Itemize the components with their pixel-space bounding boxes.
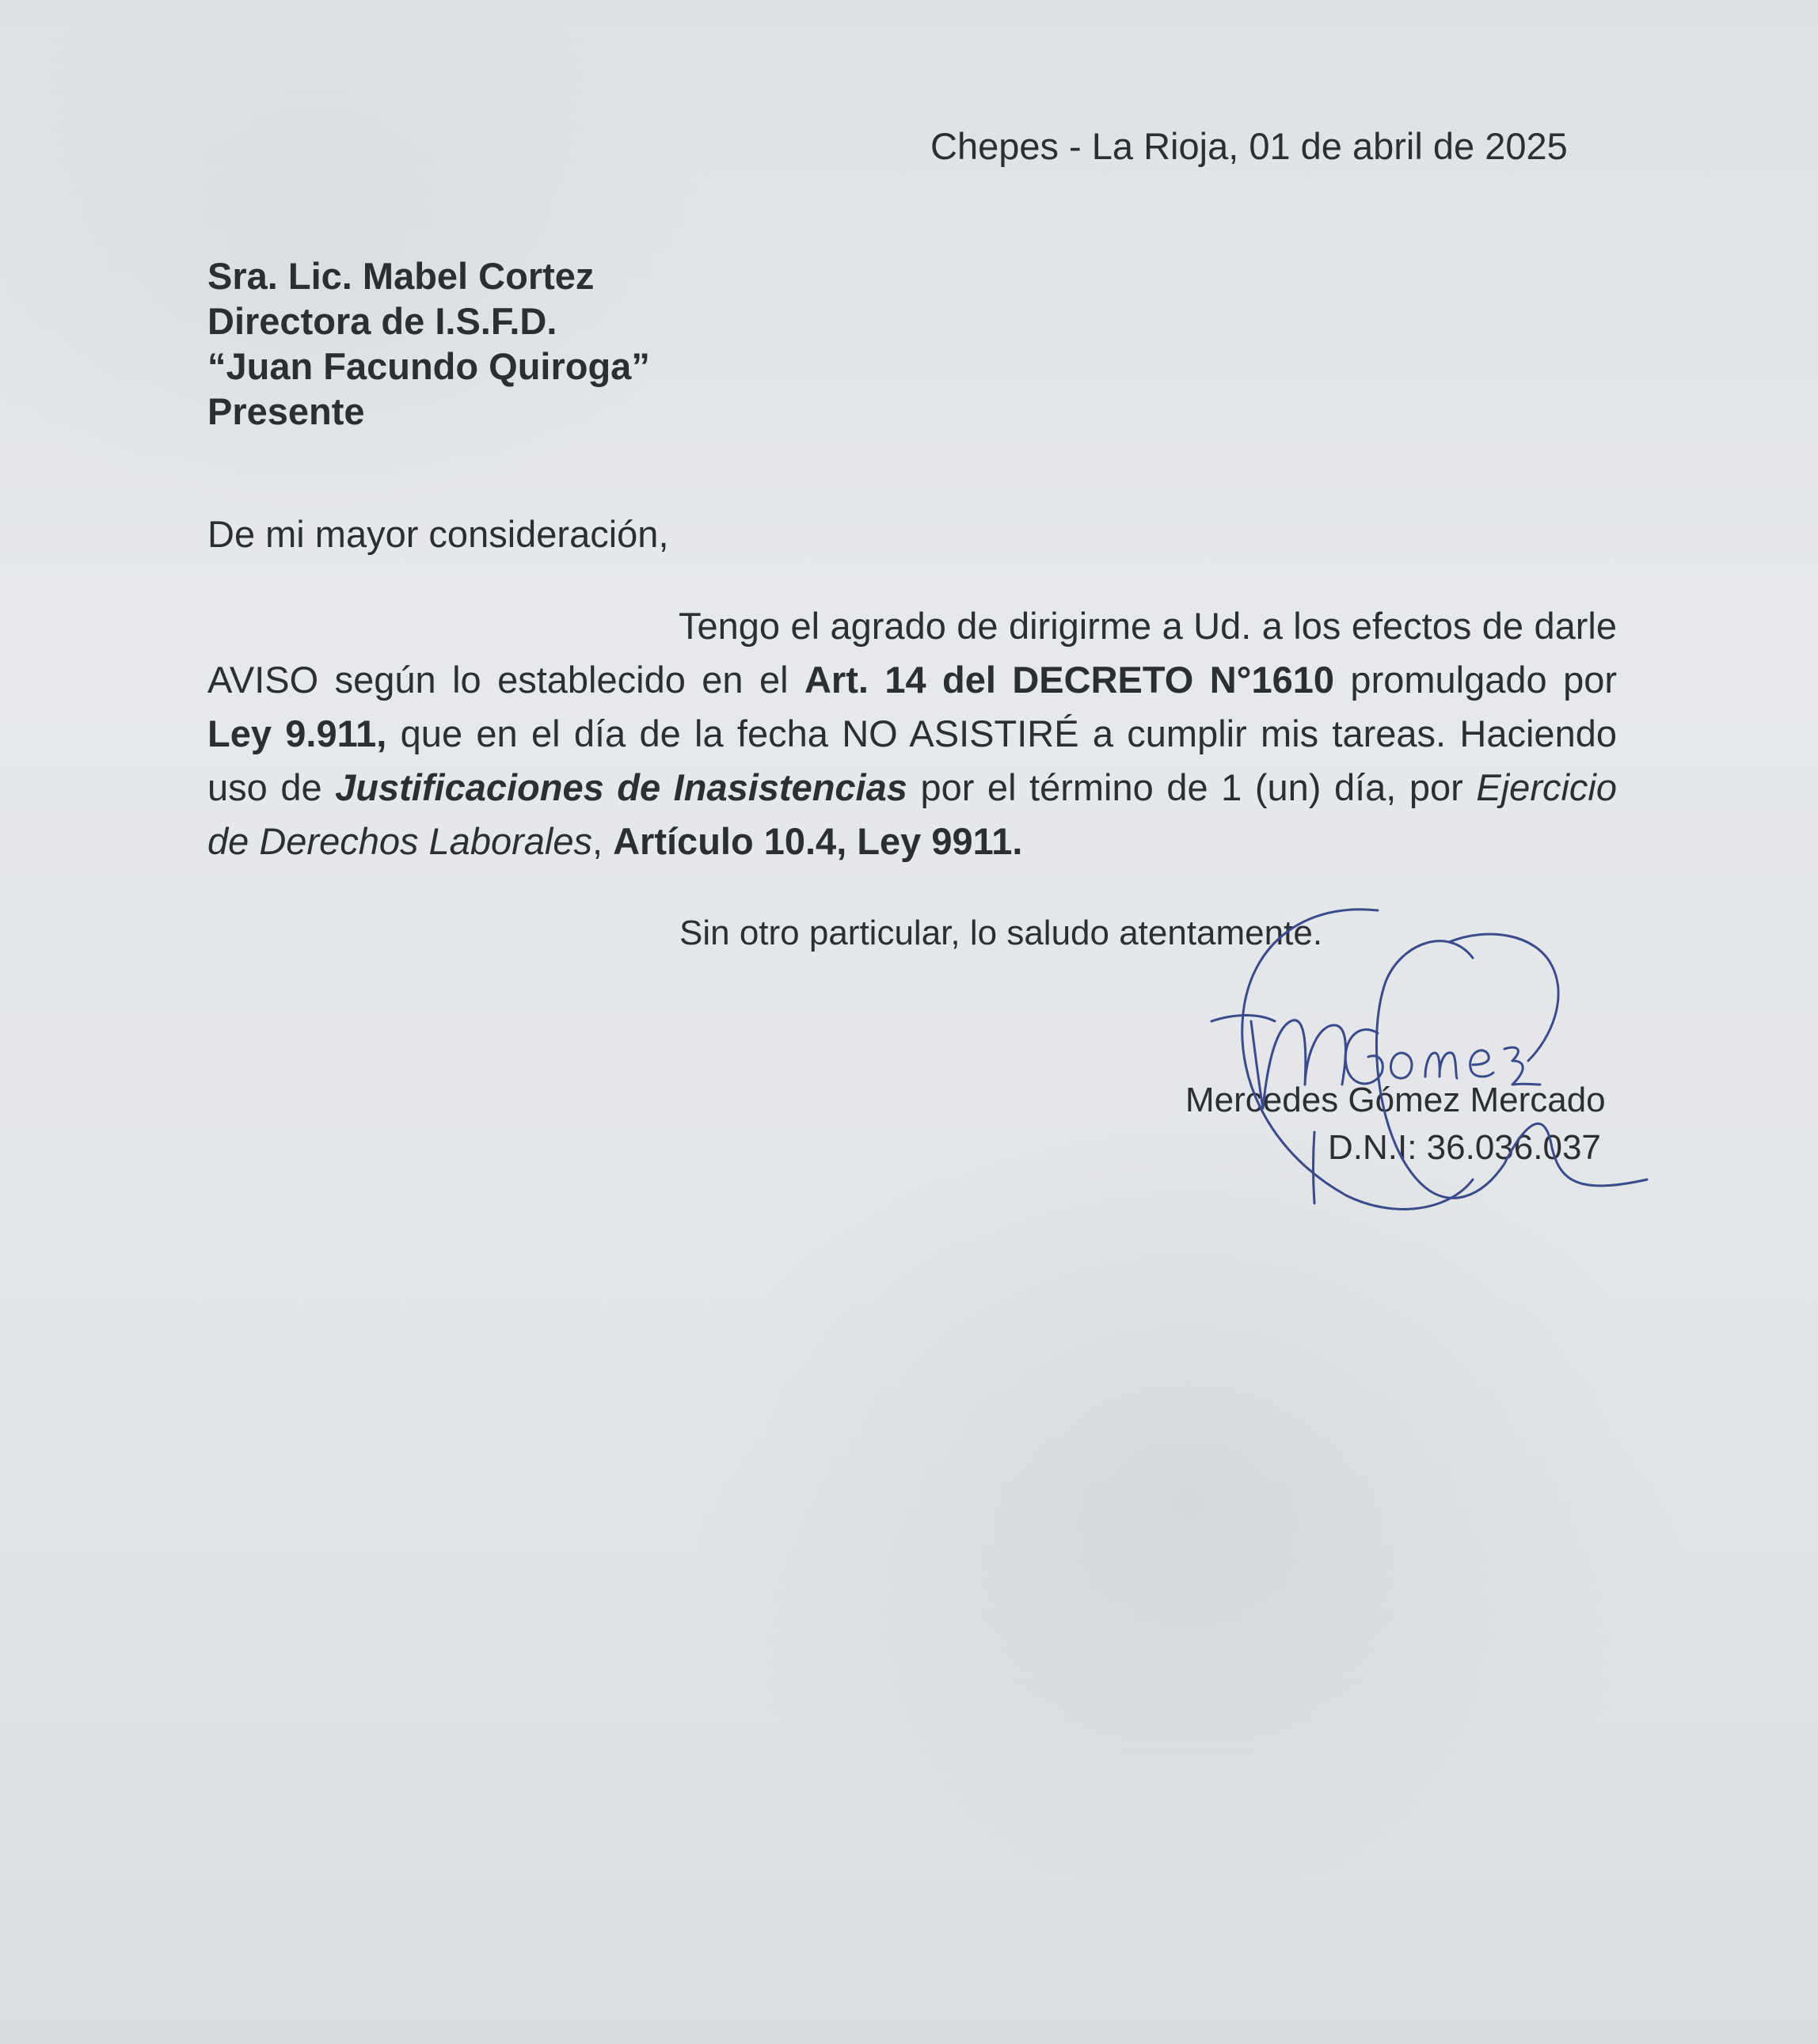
salutation: De mi mayor consideración, <box>207 513 669 555</box>
body-text-3: que en el día de la fecha NO ASISTIRÉ a cumplir mis tareas. Haciendo uso de <box>207 712 1617 808</box>
recipient-name: Sra. Lic. Mabel Cortez <box>207 255 595 297</box>
body-text-5: , <box>591 820 614 862</box>
body-bold-decree: Art. 14 del DECRETO N°1610 <box>804 659 1335 701</box>
body-bold-italic-justifications: Justificaciones de Inasistencias <box>335 766 907 808</box>
place-date: Chepes - La Rioja, 01 de abril de 2025 <box>930 125 1568 167</box>
signer-name: Mercedes Gómez Mercado <box>1185 1081 1606 1119</box>
signer-dni: D.N.I: 36.036.037 <box>1328 1128 1601 1167</box>
recipient-block <box>207 253 1078 434</box>
letter-body <box>207 599 1617 868</box>
closing-line: Sin otro particular, lo saludo atentamente. <box>679 914 1323 952</box>
body-text-1: Tengo el agrado de dirigirme a Ud. a los efectos de darle AVISO según lo establecido en el <box>207 605 1617 701</box>
recipient-presente: Presente <box>207 390 365 432</box>
body-text-4: por el término de 1 (un) día, por <box>907 766 1477 808</box>
body-bold-law: Ley 9.911, <box>207 712 387 754</box>
recipient-position: Directora de I.S.F.D. <box>207 300 557 342</box>
body-bold-article: Artículo 10.4, Ley 9911. <box>613 820 1023 862</box>
recipient-institution: “Juan Facundo Quiroga” <box>207 345 650 387</box>
body-italic-rights: Ejercicio de Derechos Laborales <box>207 766 1617 862</box>
handwritten-signature <box>1188 895 1663 1227</box>
body-text-2: promulgado por <box>1334 659 1618 701</box>
